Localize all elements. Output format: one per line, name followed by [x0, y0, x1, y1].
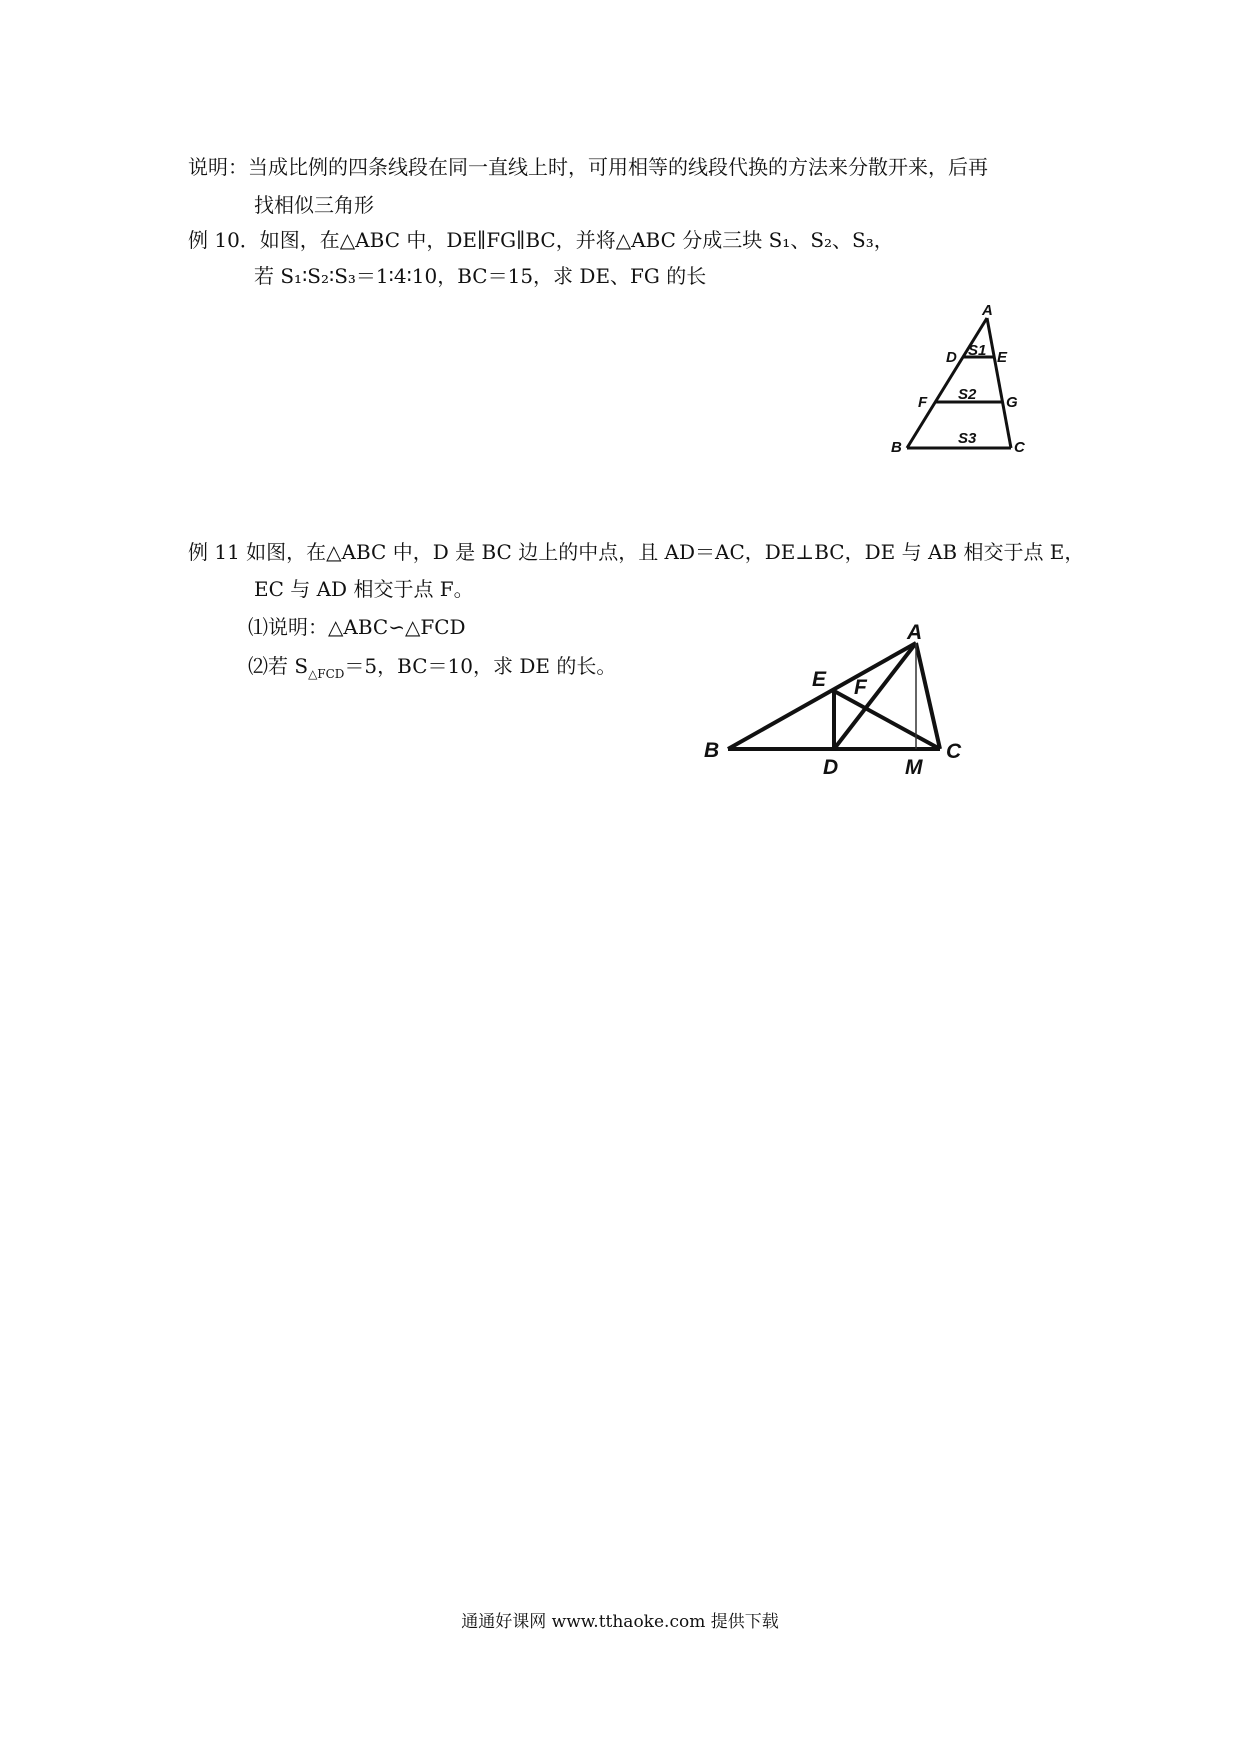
example10-line-1: 例 10．如图，在△ABC 中，DE∥FG∥BC，并将△ABC 分成三块 S₁、S₂、S₃， [188, 228, 894, 252]
segment-AB [907, 318, 987, 448]
label-D: D [946, 349, 957, 366]
label-B: B [891, 439, 902, 456]
label-A: A [982, 302, 993, 319]
note-line-2: 找相似三角形 [254, 193, 374, 217]
example11-question-2: ⑵若 $S_{\triangle FCD}=5$，BC＝10，求 DE 的长。 [248, 654, 617, 681]
label-E: E [997, 349, 1008, 366]
label-F: F [918, 394, 928, 411]
label-F: F [854, 676, 867, 699]
label-S3: S3 [958, 430, 977, 447]
label-C: C [1014, 439, 1025, 456]
label-G: G [1006, 394, 1018, 411]
note-line-1: 说明：当成比例的四条线段在同一直线上时，可用相等的线段代换的方法来分散开来，后再 [188, 155, 988, 179]
segment-AC [987, 318, 1011, 448]
segment-AC [916, 643, 940, 749]
label-S1: S1 [968, 342, 987, 359]
label-B: B [704, 739, 720, 762]
example10-line-2: 若 S₁∶S₂∶S₃＝1∶4∶10，BC＝15，求 DE、FG 的长 [254, 264, 707, 288]
example11-line-2: EC 与 AD 相交于点 F。 [254, 577, 474, 601]
label-C: C [946, 740, 962, 763]
segment-EC [834, 691, 940, 749]
example10-figure [880, 300, 1040, 460]
label-D: D [823, 756, 839, 775]
label-A: A [907, 621, 923, 644]
example11-line-1: 例 11 如图，在△ABC 中，D 是 BC 边上的中点，且 AD＝AC，DE⊥BC，DE 与 AB 相交于点 E， [188, 540, 1085, 564]
footer: 通通好课网 www.tthaoke.com 提供下载 [461, 1612, 779, 1632]
label-E: E [812, 668, 827, 691]
example11-figure [700, 615, 980, 775]
label-M: M [905, 756, 923, 775]
label-S2: S2 [958, 386, 977, 403]
example11-question-1: ⑴说明：△ABC∽△FCD [248, 615, 466, 639]
segment-AB [728, 643, 916, 749]
